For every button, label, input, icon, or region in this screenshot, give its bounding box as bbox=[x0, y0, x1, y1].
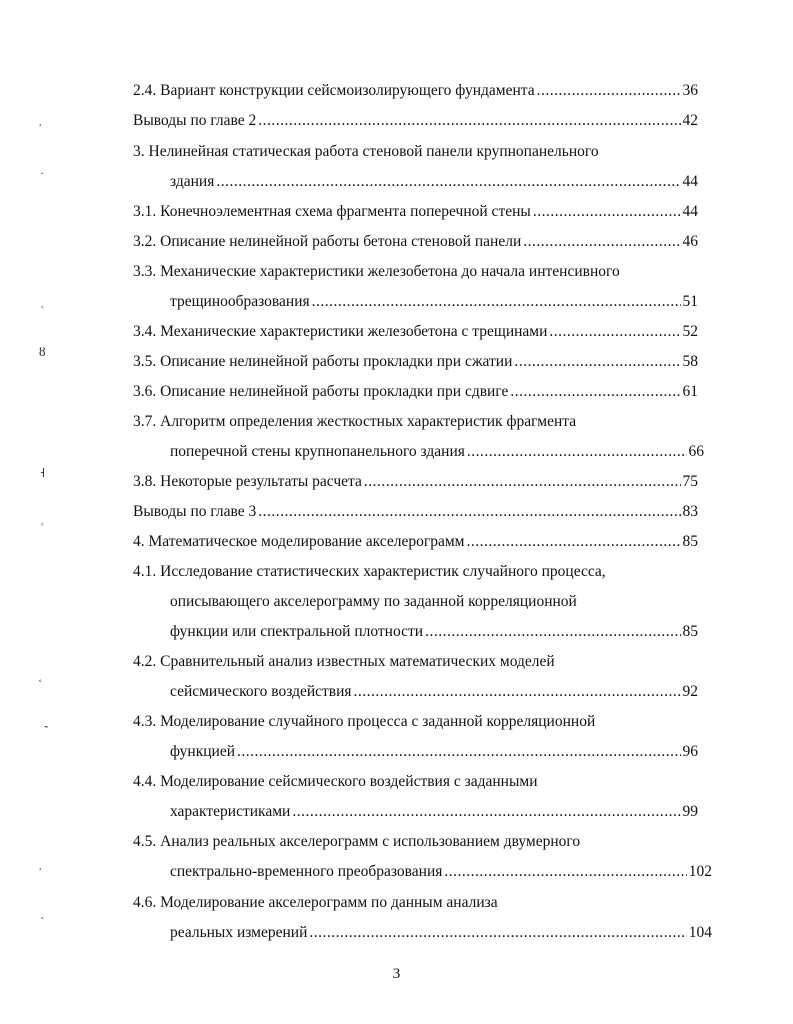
toc-leader-dots bbox=[523, 231, 680, 253]
toc-entry-page: 44 bbox=[682, 173, 698, 190]
toc-entry-page: 61 bbox=[682, 383, 698, 400]
toc-entry bbox=[133, 471, 698, 493]
toc-entry-title: реальных измерений bbox=[170, 924, 308, 941]
toc-entry-title: 3.3. Механические характеристики железобетона до начала интенсивного bbox=[133, 263, 620, 280]
scan-artifact: ˷ bbox=[44, 713, 49, 728]
toc-entry-title: 3.4. Механические характеристики железобетона с трещинами bbox=[133, 323, 548, 340]
toc-entry bbox=[133, 771, 698, 793]
toc-entry-page: 42 bbox=[682, 112, 698, 129]
toc-entry bbox=[170, 861, 712, 883]
toc-entry-title: 3.8. Некоторые результаты расчета bbox=[133, 473, 362, 490]
toc-leader-dots bbox=[549, 321, 680, 343]
toc-entry bbox=[170, 922, 712, 944]
toc-leader-dots bbox=[537, 80, 681, 102]
toc-entry-page: 44 bbox=[682, 203, 698, 220]
toc-entry bbox=[170, 171, 698, 193]
toc-entry-title: функцией bbox=[170, 743, 235, 760]
toc-entry-title: сейсмического воздействия bbox=[170, 683, 352, 700]
toc-entry-title: 3.2. Описание нелинейной работы бетона стеновой панели bbox=[133, 233, 522, 250]
toc-leader-dots bbox=[258, 110, 680, 132]
toc-entry bbox=[133, 110, 698, 132]
toc-entry bbox=[170, 621, 698, 643]
toc-entry-page: 104 bbox=[688, 924, 712, 941]
toc-entry bbox=[133, 831, 698, 853]
toc-entry-page: 52 bbox=[682, 323, 698, 340]
toc-entry bbox=[133, 261, 698, 283]
toc-entry-title: описывающего акселерограмму по заданной корреляционной bbox=[170, 593, 577, 610]
toc-entry bbox=[133, 231, 698, 253]
toc-entry-page: 51 bbox=[682, 293, 698, 310]
toc-entry-title: функции или спектральной плотности bbox=[170, 623, 424, 640]
toc-entry bbox=[170, 681, 698, 703]
toc-entry-page: 36 bbox=[682, 82, 698, 99]
toc-entry-title: 3.6. Описание нелинейной работы прокладки при сдвиге bbox=[133, 383, 509, 400]
toc-entry-title: поперечной стены крупнопанельного здания bbox=[170, 443, 465, 460]
toc-entry bbox=[133, 651, 698, 673]
toc-entry-page: 85 bbox=[682, 623, 698, 640]
scan-artifact: ˧ bbox=[40, 465, 45, 480]
toc-entry bbox=[170, 741, 698, 763]
toc-entry-page: 83 bbox=[682, 503, 698, 520]
toc-leader-dots bbox=[258, 501, 680, 523]
toc-entry-title: спектрально-временного преобразования bbox=[170, 863, 443, 880]
toc-entry bbox=[170, 591, 698, 613]
toc-entry-title: 4.3. Моделирование случайного процесса с заданной корреляционной bbox=[133, 713, 596, 730]
toc-leader-dots bbox=[425, 621, 680, 643]
scan-artifact: ˌ bbox=[40, 904, 45, 919]
toc-leader-dots bbox=[364, 471, 681, 493]
toc-entry-title: 4.4. Моделирование сейсмического воздействия с заданными bbox=[133, 773, 538, 790]
toc-entry bbox=[133, 141, 698, 163]
toc-entry-page: 66 bbox=[688, 443, 704, 460]
toc-leader-dots bbox=[514, 351, 680, 373]
toc-entry-title: 4.5. Анализ реальных акселерограмм с использованием двумерного bbox=[133, 833, 581, 850]
toc-entry bbox=[133, 711, 698, 733]
toc-leader-dots bbox=[309, 922, 686, 944]
toc-entry-title: 3.5. Описание нелинейной работы прокладки при сжатии bbox=[133, 353, 513, 370]
toc-entry-title: 4.2. Сравнительный анализ известных математических моделей bbox=[133, 653, 555, 670]
toc-entry-title: 3.7. Алгоритм определения жесткостных характеристик фрагмента bbox=[133, 413, 577, 430]
toc-entry-title: характеристиками bbox=[170, 803, 291, 820]
toc-entry-page: 92 bbox=[682, 683, 698, 700]
toc-leader-dots bbox=[292, 801, 680, 823]
scan-artifact: ˓ bbox=[40, 514, 45, 529]
toc-entry-title: Выводы по главе 3 bbox=[133, 503, 257, 520]
toc-entry bbox=[170, 441, 704, 463]
toc-entry bbox=[170, 291, 698, 313]
toc-entry-page: 75 bbox=[682, 473, 698, 490]
toc-entry bbox=[133, 411, 698, 433]
toc-entry bbox=[133, 892, 698, 914]
toc-entry bbox=[133, 381, 698, 403]
page-number: 3 bbox=[392, 966, 401, 982]
toc-entry-page: 85 bbox=[682, 533, 698, 550]
toc-entry-page: 99 bbox=[682, 803, 698, 820]
toc-leader-dots bbox=[354, 681, 681, 703]
scan-artifact: ˱ bbox=[38, 667, 43, 682]
toc-entry bbox=[133, 351, 698, 373]
toc-entry bbox=[170, 801, 698, 823]
toc-entry-page: 58 bbox=[682, 353, 698, 370]
toc-leader-dots bbox=[510, 381, 680, 403]
toc-entry bbox=[133, 321, 698, 343]
toc-entry-title: Выводы по главе 2 bbox=[133, 112, 257, 129]
toc-entry-title: 4. Математическое моделирование акселерограмм bbox=[133, 533, 465, 550]
toc-entry-page: 96 bbox=[682, 743, 698, 760]
toc-entry-page: 46 bbox=[682, 233, 698, 250]
toc-entry-title: 3.1. Конечноэлементная схема фрагмента поперечной стены bbox=[133, 203, 531, 220]
scan-artifact: ʾ bbox=[38, 121, 43, 136]
toc-entry-title: 4.6. Моделирование акселерограмм по данным анализа bbox=[133, 894, 498, 911]
toc-entry-title: трещинообразования bbox=[170, 293, 310, 310]
toc-entry bbox=[133, 501, 698, 523]
toc-leader-dots bbox=[533, 201, 681, 223]
scan-artifact: ȣ bbox=[39, 344, 46, 359]
toc-entry-title: 2.4. Вариант конструкции сейсмоизолирующего фундамента bbox=[133, 82, 535, 99]
scan-artifact: ʾ bbox=[38, 865, 43, 880]
toc-entry-title: 3. Нелинейная статическая работа стеновой панели крупнопанельного bbox=[133, 143, 599, 160]
toc-leader-dots bbox=[237, 741, 681, 763]
toc-leader-dots bbox=[216, 171, 680, 193]
toc-leader-dots bbox=[466, 531, 680, 553]
scan-artifact: ˙ bbox=[40, 169, 45, 184]
scan-artifact: ˒ bbox=[40, 297, 45, 312]
toc-entry-title: здания bbox=[170, 173, 215, 190]
toc-entry-page: 102 bbox=[688, 863, 712, 880]
toc-leader-dots bbox=[444, 861, 686, 883]
toc-leader-dots bbox=[312, 291, 681, 313]
toc-leader-dots bbox=[467, 441, 687, 463]
toc-entry bbox=[133, 531, 698, 553]
toc-entry-title: 4.1. Исследование статистических характеристик случайного процесса, bbox=[133, 563, 606, 580]
toc-entry bbox=[133, 201, 698, 223]
toc-entry bbox=[133, 561, 698, 583]
toc-entry bbox=[133, 80, 698, 102]
